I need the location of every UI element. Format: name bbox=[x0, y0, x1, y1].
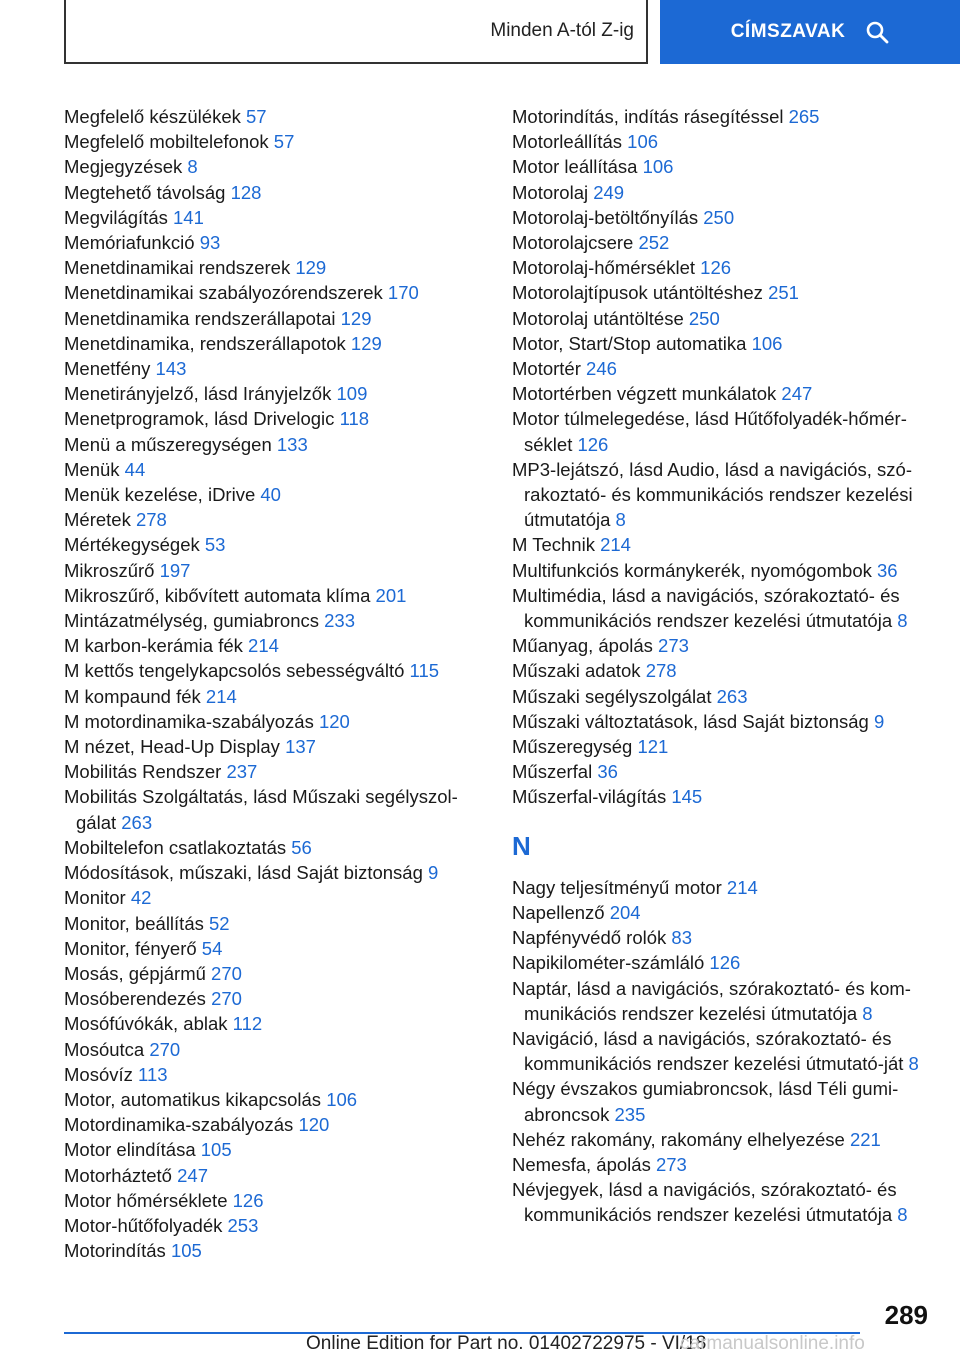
entry-text: Memóriafunkció bbox=[64, 232, 195, 254]
entry-page-link[interactable]: 8 bbox=[862, 1002, 873, 1024]
entry-text: M nézet, Head-Up Display bbox=[64, 736, 280, 758]
index-entry bbox=[64, 331, 494, 356]
index-entry bbox=[512, 255, 932, 280]
entry-page-link[interactable]: 106 bbox=[326, 1088, 358, 1110]
index-entry bbox=[64, 457, 494, 482]
entry-text: Műszaki segélyszolgálat bbox=[512, 685, 712, 707]
entry-text: Motorolajtípusok utántöltéshez bbox=[512, 282, 763, 304]
index-entry bbox=[512, 1177, 932, 1227]
entry-text: Megvilágítás bbox=[64, 206, 168, 228]
index-entry bbox=[512, 875, 932, 900]
index-group-m bbox=[512, 104, 932, 810]
index-entry bbox=[64, 1062, 494, 1087]
tab-keywords-label: CÍMSZAVAK bbox=[730, 21, 846, 42]
index-entry bbox=[64, 1011, 494, 1036]
entry-page-link[interactable]: 270 bbox=[211, 988, 242, 1010]
entry-text: Mintázatmélység, gumiabroncs bbox=[64, 610, 319, 632]
entry-page-link[interactable]: 106 bbox=[627, 131, 659, 153]
entry-page-link[interactable]: 252 bbox=[638, 232, 670, 254]
header bbox=[0, 0, 960, 66]
entry-page-link[interactable]: 109 bbox=[336, 383, 368, 405]
entry-page-link[interactable]: 170 bbox=[387, 282, 419, 304]
index-column-left bbox=[64, 104, 494, 1263]
entry-page-link[interactable]: 270 bbox=[211, 962, 242, 984]
entry-text: Menetfény bbox=[64, 358, 151, 380]
entry-text: Nagy teljesítményű motor bbox=[512, 876, 722, 898]
index-column-right bbox=[512, 104, 932, 1228]
entry-text: Mosás, gépjármű bbox=[64, 962, 206, 984]
entry-page-link[interactable]: 237 bbox=[226, 761, 258, 783]
index-entry bbox=[64, 129, 494, 154]
entry-page-link[interactable]: 8 bbox=[187, 156, 198, 178]
index-entry bbox=[64, 482, 494, 507]
entry-page-link[interactable]: 137 bbox=[285, 736, 316, 758]
entry-text: Multifunkciós kormánykerék, nyomógombok bbox=[512, 559, 872, 581]
entry-page-link[interactable]: 42 bbox=[130, 887, 152, 909]
entry-text: M Technik bbox=[512, 534, 595, 556]
index-entry bbox=[64, 835, 494, 860]
entry-page-link[interactable]: 133 bbox=[276, 433, 308, 455]
index-entry bbox=[512, 356, 932, 381]
index-entry bbox=[512, 759, 932, 784]
index-entry bbox=[64, 558, 494, 583]
entry-text: Motorolajcsere bbox=[512, 232, 634, 254]
index-entry bbox=[64, 532, 494, 557]
index-entry bbox=[512, 734, 932, 759]
entry-text: M kettős tengelykapcsolós sebességváltó bbox=[64, 660, 405, 682]
entry-text: Menük kezelése, iDrive bbox=[64, 484, 256, 506]
index-entry bbox=[512, 230, 932, 255]
section-letter: N bbox=[512, 830, 531, 861]
entry-text: MP3-lejátszó, lásd Audio, lásd a navigációs, szó-rakoztató- és kommunikációs rendszer kezelési útmutatója bbox=[512, 458, 913, 531]
entry-text: Motortér bbox=[512, 358, 581, 380]
entry-text: Monitor, beállítás bbox=[64, 912, 204, 934]
index-entry bbox=[64, 1137, 494, 1162]
index-entry bbox=[512, 532, 932, 557]
index-entry bbox=[64, 936, 494, 961]
index-entry bbox=[64, 1112, 494, 1137]
entry-page-link[interactable]: 120 bbox=[318, 710, 350, 732]
entry-page-link[interactable]: 52 bbox=[209, 912, 230, 934]
entry-text: Motor, automatikus kikapcsolás bbox=[64, 1088, 322, 1110]
entry-page-link[interactable]: 126 bbox=[700, 257, 732, 279]
entry-text: M karbon-kerámia fék bbox=[64, 635, 243, 657]
entry-page-link[interactable]: 263 bbox=[716, 685, 748, 707]
entry-page-link[interactable]: 57 bbox=[273, 131, 295, 153]
entry-page-link[interactable]: 251 bbox=[768, 282, 799, 304]
entry-text: Méretek bbox=[64, 509, 131, 531]
entry-page-link[interactable]: 278 bbox=[135, 509, 167, 531]
entry-text: Motordinamika-szabályozás bbox=[64, 1114, 294, 1136]
entry-page-link[interactable]: 106 bbox=[642, 156, 674, 178]
entry-text: Menük bbox=[64, 458, 120, 480]
entry-page-link[interactable]: 8 bbox=[615, 509, 626, 531]
index-entry bbox=[64, 381, 494, 406]
entry-text: Mértékegységek bbox=[64, 534, 200, 556]
entry-text: Napfényvédő rolók bbox=[512, 927, 667, 949]
tab-a-to-z[interactable] bbox=[64, 0, 648, 64]
index-entry bbox=[512, 306, 932, 331]
index-entry bbox=[512, 1026, 932, 1076]
entry-page-link[interactable]: 129 bbox=[350, 332, 382, 354]
entry-text: Motorolaj bbox=[512, 181, 589, 203]
entry-text: Mobiltelefon csatlakoztatás bbox=[64, 836, 287, 858]
entry-page-link[interactable]: 121 bbox=[637, 736, 669, 758]
entry-page-link[interactable]: 246 bbox=[586, 358, 617, 380]
entry-page-link[interactable]: 57 bbox=[246, 106, 267, 127]
search-icon bbox=[865, 20, 889, 44]
entry-page-link[interactable]: 141 bbox=[173, 206, 204, 228]
index-entry bbox=[512, 976, 932, 1026]
entry-text: Menetdinamika, rendszerállapotok bbox=[64, 332, 346, 354]
entry-text: Módosítások, műszaki, lásd Saját biztonság bbox=[64, 862, 423, 884]
watermark: carmanualsonline.info bbox=[680, 1333, 865, 1354]
entry-text: Navigáció, lásd a navigációs, szórakoztató- és kommunikációs rendszer kezelési útmutató-ját bbox=[512, 1027, 904, 1075]
entry-page-link[interactable]: 250 bbox=[703, 206, 735, 228]
entry-text: Műszaki adatok bbox=[512, 660, 641, 682]
entry-page-link[interactable]: 129 bbox=[295, 257, 327, 279]
index-entry bbox=[512, 1127, 932, 1152]
entry-text: Menetdinamikai rendszerek bbox=[64, 257, 291, 279]
entry-page-link[interactable]: 9 bbox=[873, 710, 885, 732]
index-entry bbox=[64, 784, 494, 834]
entry-text: Műszerfal-világítás bbox=[512, 786, 667, 808]
entry-text: Menü a műszeregységen bbox=[64, 433, 272, 455]
entry-text: Mosóberendezés bbox=[64, 988, 206, 1010]
entry-page-link[interactable]: 53 bbox=[204, 534, 226, 556]
index-entry bbox=[512, 1076, 932, 1126]
entry-page-link[interactable]: 126 bbox=[232, 1189, 264, 1211]
entry-page-link[interactable]: 93 bbox=[199, 232, 221, 254]
entry-text: Mikroszűrő bbox=[64, 559, 155, 581]
index-entry bbox=[512, 925, 932, 950]
index-entry bbox=[64, 961, 494, 986]
entry-page-link[interactable]: 145 bbox=[671, 786, 703, 808]
index-entry bbox=[64, 911, 494, 936]
entry-text: M kompaund fék bbox=[64, 685, 201, 707]
entry-text: Menetdinamikai szabályozórendszerek bbox=[64, 282, 383, 304]
index-entry bbox=[512, 709, 932, 734]
entry-text: Nehéz rakomány, rakomány elhelyezése bbox=[512, 1128, 845, 1150]
entry-page-link[interactable]: 118 bbox=[339, 408, 370, 430]
entry-page-link[interactable]: 278 bbox=[645, 660, 677, 682]
entry-page-link[interactable]: 105 bbox=[200, 1139, 232, 1161]
entry-page-link[interactable]: 214 bbox=[205, 685, 237, 707]
index-entry bbox=[512, 784, 932, 809]
entry-text: Napikilométer-számláló bbox=[512, 952, 705, 974]
entry-text: Megfelelő mobiltelefonok bbox=[64, 131, 269, 153]
index-entry bbox=[512, 104, 932, 129]
entry-text: Motor-hűtőfolyadék bbox=[64, 1214, 223, 1236]
index-entry bbox=[64, 658, 494, 683]
entry-text: Motor leállítása bbox=[512, 156, 638, 178]
entry-page-link[interactable]: 129 bbox=[340, 307, 372, 329]
index-entry bbox=[512, 129, 932, 154]
index-entry bbox=[64, 633, 494, 658]
entry-page-link[interactable]: 8 bbox=[908, 1053, 919, 1075]
index-entry bbox=[512, 205, 932, 230]
index-entry bbox=[512, 900, 932, 925]
index-entry bbox=[512, 457, 932, 533]
entry-page-link[interactable]: 126 bbox=[577, 433, 609, 455]
entry-page-link[interactable]: 54 bbox=[201, 937, 223, 959]
index-entry bbox=[64, 1163, 494, 1188]
entry-page-link[interactable]: 112 bbox=[232, 1013, 263, 1035]
entry-page-link[interactable]: 263 bbox=[121, 811, 153, 833]
index-entry bbox=[512, 406, 932, 456]
entry-text: Műszaki változtatások, lásd Saját biztonság bbox=[512, 710, 869, 732]
entry-text: Napellenző bbox=[512, 901, 605, 923]
entry-text: Menetprogramok, lásd Drivelogic bbox=[64, 408, 335, 430]
entry-page-link[interactable]: 56 bbox=[291, 836, 312, 858]
index-group-n bbox=[512, 875, 932, 1228]
entry-text: Mikroszűrő, kibővített automata klíma bbox=[64, 584, 371, 606]
entry-text: Motor elindítása bbox=[64, 1139, 196, 1161]
entry-page-link[interactable]: 128 bbox=[230, 181, 262, 203]
index-entry bbox=[512, 950, 932, 975]
entry-text: Négy évszakos gumiabroncsok, lásd Téli gumi-abroncsok bbox=[512, 1078, 899, 1125]
index-entry bbox=[64, 1238, 494, 1263]
index-entry bbox=[64, 885, 494, 910]
entry-text: Motorolaj-betöltőnyílás bbox=[512, 206, 699, 228]
index-entry bbox=[64, 432, 494, 457]
entry-page-link[interactable]: 83 bbox=[671, 927, 692, 949]
entry-page-link[interactable]: 270 bbox=[149, 1038, 181, 1060]
entry-page-link[interactable]: 247 bbox=[781, 383, 813, 405]
index-entry bbox=[512, 658, 932, 683]
index-entry bbox=[512, 331, 932, 356]
entry-text: Mobilitás Rendszer bbox=[64, 761, 222, 783]
index-entry bbox=[64, 306, 494, 331]
entry-text: Motortérben végzett munkálatok bbox=[512, 383, 777, 405]
entry-page-link[interactable]: 113 bbox=[138, 1063, 168, 1085]
index-entry bbox=[512, 1152, 932, 1177]
entry-page-link[interactable]: 204 bbox=[609, 901, 641, 923]
index-entry bbox=[64, 104, 494, 129]
entry-text: Mosófúvókák, ablak bbox=[64, 1013, 228, 1035]
entry-page-link[interactable]: 265 bbox=[788, 106, 820, 127]
entry-page-link[interactable]: 197 bbox=[159, 559, 191, 581]
entry-page-link[interactable]: 235 bbox=[614, 1103, 646, 1125]
entry-page-link[interactable]: 249 bbox=[593, 181, 625, 203]
index-entry bbox=[64, 759, 494, 784]
index-entry bbox=[512, 154, 932, 179]
entry-text: Menetdinamika rendszerállapotai bbox=[64, 307, 336, 329]
entry-page-link[interactable]: 9 bbox=[428, 862, 439, 884]
entry-page-link[interactable]: 115 bbox=[409, 660, 440, 682]
entry-text: Motorindítás bbox=[64, 1240, 166, 1262]
index-entry bbox=[64, 406, 494, 431]
index-entry bbox=[64, 709, 494, 734]
entry-page-link[interactable]: 250 bbox=[688, 307, 720, 329]
index-entry bbox=[512, 633, 932, 658]
index-entry bbox=[64, 684, 494, 709]
entry-page-link[interactable]: 214 bbox=[248, 635, 279, 657]
entry-text: Monitor bbox=[64, 887, 126, 909]
index-entry bbox=[64, 356, 494, 381]
entry-page-link[interactable]: 120 bbox=[298, 1114, 330, 1136]
entry-text: M motordinamika-szabályozás bbox=[64, 710, 314, 732]
tab-a-to-z-label: Minden A-tól Z-ig bbox=[490, 20, 634, 41]
entry-page-link[interactable]: 106 bbox=[751, 332, 783, 354]
entry-page-link[interactable]: 201 bbox=[375, 584, 407, 606]
entry-page-link[interactable]: 221 bbox=[849, 1128, 881, 1150]
entry-page-link[interactable]: 40 bbox=[260, 484, 281, 506]
index-entry bbox=[64, 205, 494, 230]
entry-text: Monitor, fényerő bbox=[64, 937, 197, 959]
index-entry bbox=[512, 583, 932, 633]
entry-text: Menetirányjelző, lásd Irányjelzők bbox=[64, 383, 332, 405]
entry-page-link[interactable]: 8 bbox=[897, 1204, 908, 1226]
entry-text: Multimédia, lásd a navigációs, szórakoztató- és kommunikációs rendszer kezelési útmutatója bbox=[512, 584, 900, 632]
index-entry bbox=[64, 860, 494, 885]
entry-page-link[interactable]: 273 bbox=[658, 635, 689, 657]
entry-text: Motorleállítás bbox=[512, 131, 623, 153]
entry-text: Motorolaj-hőmérséklet bbox=[512, 257, 696, 279]
index-entry bbox=[512, 280, 932, 305]
entry-text: Motor hőmérséklete bbox=[64, 1189, 228, 1211]
entry-page-link[interactable]: 214 bbox=[726, 876, 758, 898]
tab-keywords[interactable] bbox=[660, 0, 960, 64]
entry-text: Műszeregység bbox=[512, 736, 633, 758]
index-entry bbox=[512, 381, 932, 406]
entry-text: Motor túlmelegedése, lásd Hűtőfolyadék-hőmér-séklet bbox=[512, 408, 907, 455]
entry-page-link[interactable]: 36 bbox=[877, 559, 898, 581]
index-entry bbox=[64, 734, 494, 759]
entry-text: Megtehető távolság bbox=[64, 181, 226, 203]
entry-text: Műanyag, ápolás bbox=[512, 635, 653, 657]
entry-text: Megjegyzések bbox=[64, 156, 183, 178]
index-entry bbox=[64, 230, 494, 255]
index-entry bbox=[64, 608, 494, 633]
index-entry bbox=[64, 1037, 494, 1062]
entry-text: Nemesfa, ápolás bbox=[512, 1153, 651, 1175]
entry-page-link[interactable]: 253 bbox=[227, 1214, 259, 1236]
entry-text: Motorolaj utántöltése bbox=[512, 307, 684, 329]
entry-page-link[interactable]: 143 bbox=[155, 358, 187, 380]
entry-text: Motorindítás, indítás rásegítéssel bbox=[512, 106, 784, 127]
entry-page-link[interactable]: 233 bbox=[324, 610, 356, 632]
index-entry bbox=[64, 180, 494, 205]
page-number: 289 bbox=[884, 1300, 928, 1330]
entry-text: Megfelelő készülékek bbox=[64, 106, 241, 127]
entry-page-link[interactable]: 44 bbox=[124, 458, 146, 480]
index-entry bbox=[64, 507, 494, 532]
entry-page-link[interactable]: 8 bbox=[897, 610, 908, 632]
index-entry bbox=[64, 1213, 494, 1238]
entry-page-link[interactable]: 214 bbox=[600, 534, 631, 556]
entry-text: Névjegyek, lásd a navigációs, szórakoztató- és kommunikációs rendszer kezelési útmutatója bbox=[512, 1179, 897, 1226]
entry-text: Műszerfal bbox=[512, 761, 593, 783]
index-entry bbox=[64, 255, 494, 280]
index-entry bbox=[64, 154, 494, 179]
entry-text: Mobilitás Szolgáltatás, lásd Műszaki segélyszol-gálat bbox=[64, 786, 458, 833]
entry-text: Motor, Start/Stop automatika bbox=[512, 332, 747, 354]
entry-page-link[interactable]: 126 bbox=[709, 952, 741, 974]
index-entry bbox=[64, 1087, 494, 1112]
index-entry bbox=[512, 684, 932, 709]
index-entry bbox=[64, 280, 494, 305]
entry-text: Mosóutca bbox=[64, 1038, 145, 1060]
index-entry bbox=[64, 986, 494, 1011]
entry-page-link[interactable]: 247 bbox=[177, 1164, 208, 1186]
index-entry bbox=[64, 1188, 494, 1213]
entry-text: Motorháztető bbox=[64, 1164, 172, 1186]
entry-page-link[interactable]: 36 bbox=[597, 761, 618, 783]
entry-page-link[interactable]: 105 bbox=[170, 1240, 202, 1262]
index-entry bbox=[512, 180, 932, 205]
entry-text: Naptár, lásd a navigációs, szórakoztató- és kom-munikációs rendszer kezelési útmutatója bbox=[512, 977, 911, 1024]
entry-page-link[interactable]: 273 bbox=[655, 1153, 687, 1175]
footer-edition: Online Edition for Part no. 01402722975 - VI/18 bbox=[306, 1333, 707, 1354]
index-entry bbox=[512, 558, 932, 583]
entry-text: Mosóvíz bbox=[64, 1063, 133, 1085]
index-entry bbox=[64, 583, 494, 608]
